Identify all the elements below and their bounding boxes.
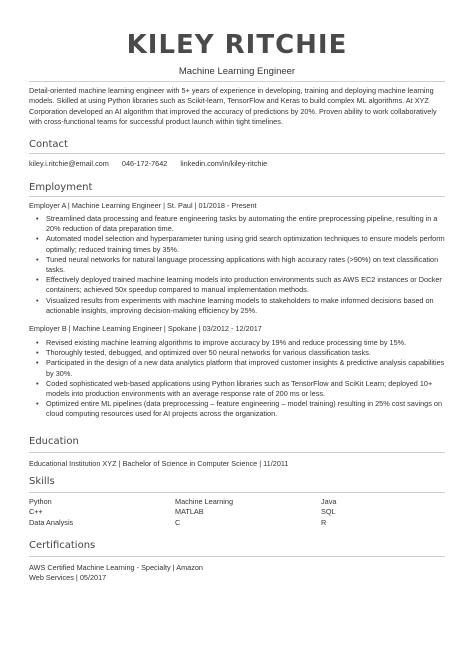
skill-item: Python bbox=[29, 497, 52, 506]
skills-row bbox=[29, 507, 445, 517]
skill-item: Java bbox=[321, 497, 337, 506]
certification-entry: AWS Certified Machine Learning - Specialty | Amazon Web Services | 05/2017 bbox=[29, 563, 203, 583]
skill-item: Data Analysis bbox=[29, 517, 74, 527]
skill-item: C++ bbox=[29, 507, 43, 517]
list-item: • Effectively deployed trained machine learning models into production environments such as AWS EC2 instances or Docker containers; achieved 50x speedup compared to manual implementation methods. bbox=[29, 275, 445, 295]
skill-item: R bbox=[321, 517, 327, 527]
summary-paragraph: Detail-oriented machine learning engineer with 5+ years of experience in developing, training and deploying machine learning models. Skilled at using Python libraries such as Scikit-learn, TensorFlow and Keras to build complex ML algorithms. At XYZ Corporation developed an AI algorithm that improved the accuracy of predictions by 20%. Proven ability to work collaboratively with cross-functional teams for successful product launch within tight timelines. bbox=[29, 86, 437, 126]
list-item: • Visualized results from experiments with machine learning models to stakeholders to make informed decisions based on actionable insights, improving decision-making efficiency by 25%. bbox=[29, 296, 445, 316]
skills-row bbox=[29, 518, 445, 528]
job-title: Machine Learning Engineer bbox=[178, 66, 296, 77]
header-divider bbox=[29, 81, 445, 82]
job-bullets-employer-b bbox=[29, 338, 445, 420]
contact-linkedin[interactable]: linkedin.com/in/kiley-ritchie bbox=[180, 159, 268, 168]
section-title-contact: Contact bbox=[29, 139, 68, 150]
candidate-name: KILEY RITCHIE bbox=[126, 30, 348, 60]
list-item: • Participated in the design of a new data analytics platform that improved customer insights & predictive analysis capabilities by 30%. bbox=[29, 358, 445, 378]
list-item: • Revised existing machine learning algorithms to improve accuracy by 19% and reduce processing time by 15%. bbox=[29, 338, 445, 348]
list-item: • Tuned neural networks for natural language processing applications with high accuracy rates (>90%) on text classification tasks. bbox=[29, 255, 445, 275]
list-item: • Optimized entire ML pipelines (data preprocessing – feature engineering – model training) resulting in 25% cost savings on cloud computing resources used for AI projects across the organization. bbox=[29, 399, 445, 419]
job-bullets-employer-a bbox=[29, 214, 445, 316]
section-divider-employment bbox=[29, 196, 445, 197]
skill-item: MATLAB bbox=[175, 507, 204, 517]
education-entry: Educational Institution XYZ | Bachelor of Science in Computer Science | 11/2011 bbox=[29, 459, 289, 468]
section-divider-skills bbox=[29, 492, 445, 493]
contact-line bbox=[29, 159, 278, 168]
contact-email[interactable]: kiley.i.ritchie@email.com bbox=[29, 159, 109, 168]
skills-row bbox=[29, 497, 445, 507]
job-header-employer-a: Employer A | Machine Learning Engineer | St. Paul | 01/2018 - Present bbox=[29, 201, 257, 210]
list-item: • Automated model selection and hyperparameter tuning using grid search optimization techniques to ensure models perform optimally; reduced training times by 35%. bbox=[29, 234, 445, 254]
skills-grid bbox=[29, 497, 445, 528]
section-title-education: Education bbox=[29, 436, 79, 447]
list-item: • Coded sophisticated web-based applications using Python libraries such as TensorFlow and SciKit Learn; deployed 10+ models into production environments with an average response rate of 200 ms or less. bbox=[29, 379, 445, 399]
section-title-skills: Skills bbox=[29, 476, 55, 487]
section-title-certifications: Certifications bbox=[29, 540, 96, 551]
section-title-employment: Employment bbox=[29, 182, 93, 193]
list-item: • Thoroughly tested, debugged, and optimized over 50 neural networks for various classification tasks. bbox=[29, 348, 445, 358]
section-divider-certifications bbox=[29, 556, 445, 557]
skill-item: Machine Learning bbox=[175, 497, 234, 506]
contact-phone: 046-172-7642 bbox=[121, 159, 168, 168]
job-header-employer-b: Employer B | Machine Learning Engineer | Spokane | 03/2012 - 12/2017 bbox=[29, 324, 262, 333]
section-divider-education bbox=[29, 452, 445, 453]
section-divider-contact bbox=[29, 153, 445, 154]
skill-item: SQL bbox=[321, 507, 336, 517]
list-item: • Streamlined data processing and feature engineering tasks by automating the entire preprocessing pipeline, resulting in a 20% reduction of data preparation time. bbox=[29, 214, 445, 234]
skill-item: C bbox=[175, 517, 181, 527]
